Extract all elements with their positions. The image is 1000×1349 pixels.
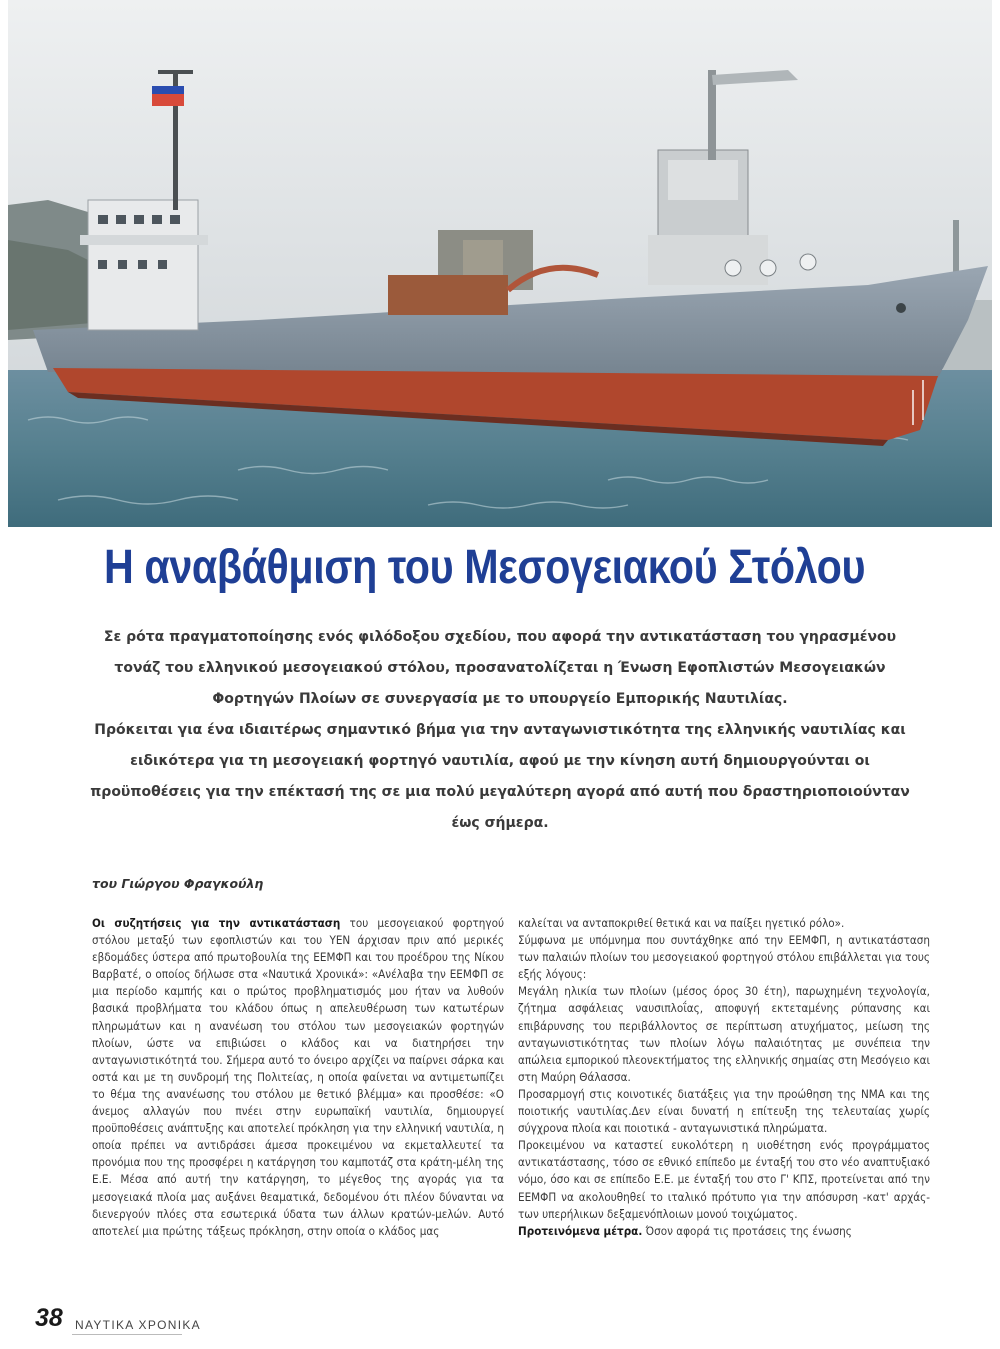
byline: του Γιώργου Φραγκούλη [92, 876, 264, 891]
page-number: 38 [35, 1304, 63, 1332]
lead-paragraph-1: Σε ρότα πραγματοποίησης ενός φιλόδοξου σχεδίου, που αφορά την αντικατάσταση του γηρασμένου τονάζ του ελληνικού μεσογειακού στόλου, προσανατολίζεται η Ένωση Εφοπλιστών Μεσογειακών Φορτηγών Πλοίων σε συνεργασία με το υπουργείο Εμπορικής Ναυτιλίας. [103, 629, 897, 707]
body-paragraph [518, 1223, 930, 1240]
body-paragraph: καλείται να ανταποκριθεί θετικά και να παίξει ηγετικό ρόλο». [518, 916, 845, 930]
body-paragraph: Μεγάλη ηλικία των πλοίων (μέσος όρος 30 έτη), παρωχημένη τεχνολογία, ζήτημα ασφάλειας ναυσιπλοΐας, αποφυγή εκτεταμένης ρύπανσης και επιβάρυνσης του περιβάλλοντος σε περίπτωση ατυχήματος, μείωση της ανταγωνιστικότητας των πλοίων λόγω παλαιότητας με συνέπεια την απώλεια εμπορικού πλεονεκτήματος της ελληνικής σημαίας στη Μεσόγειο και στη Μαύρη Θάλασσα. [518, 984, 930, 1084]
body-text: του μεσογειακού φορτηγού στόλου μεταξύ των εφοπλιστών και του ΥΕΝ άρχισαν πριν από μερικές εβδομάδες ύστερα από πρωτοβουλία της ΕΕΜΦΠ και του προέδρου της Νίκου Βαρβατέ, ο οποίος δήλωσε στα «Ναυτικά Χρονικά»: «Ανέλαβα την ΕΕΜΦΠ σε μια περίοδο καμπής και ο πρώτος προβληματισμός μου ήταν να λυθούν βασικά προβλήματα του κλάδου όπως η απελευθέρωση των κατωτέρων πληρωμάτων και η ανανέωση του στόλου των μεσογειακών φορτηγών πλοίων, ώστε να επιβιώσει ο κλάδος και να διατηρήσει την ανταγωνιστικότητά του. Σήμερα αυτό το όνειρο αρχίζει να παίρνει σάρκα και οστά και με τη συνδρομή της Πολιτείας, η οποία φαίνεται να αντιμετωπίζει το θέμα της ανανέωσης του στόλου με θετικό βλέμμα» και προσθέσε: «Ο άνεμος αλλαγών που πνέει στην ευρωπαϊκή ναυτιλία, δημιουργεί προϋποθέσεις ανάπτυξης και αποτελεί πρόκληση για την ελληνική ναυτιλία, η οποία πρέπει να αντιδράσει άμεσα προκειμένου να εκμεταλλευτεί τα προνόμια που της προσφέρει η κατάργηση του καμποτάζ στα κράτη-μέλη της Ε.Ε. Μέσα από αυτή την κατάργηση, το μέγεθος της αγοράς για τα μεσογειακά πλοία μας αυξάνει θεαματικά, δεδομένου ότι πλέον δύνανται να διενεργούν πλόες στα εσωτερικά ύδατα των άλλων κρατών-μελών. Αυτό αποτελεί μια πρώτης τάξεως πρόκληση, στην οποία ο κλάδος μας [92, 916, 504, 1238]
run-in-heading: Οι συζητήσεις για την αντικατάσταση [92, 916, 341, 930]
ship-photo [8, 0, 992, 527]
body-paragraph: Σύμφωνα με υπόμνημα που συντάχθηκε από την ΕΕΜΦΠ, η αντικατάσταση των παλαιών πλοίων του μεσογειακού φορτηγού στόλου επιβάλλεται για τους εξής λόγους: [518, 933, 930, 982]
lead-paragraph-2: Πρόκειται για ένα ιδιαιτέρως σημαντικό βήμα για την ανταγωνιστικότητα της ελληνικής ναυτιλίας και ειδικότερα για τη μεσογειακή φορτηγό ναυτιλία, αφού με την κίνηση αυτή δημιουργούνται οι προϋποθέσεις για την επέκτασή της σε μια πολύ μεγαλύτερη αγορά από αυτή που δραστηριοποιούνταν έως σήμερα. [90, 722, 910, 831]
body-text: Όσον αφορά τις προτάσεις της ένωσης [642, 1223, 852, 1238]
magazine-name: ΝΑΥΤΙΚΑ ΧΡΟΝΙΚΑ [75, 1318, 201, 1332]
lead-paragraph [80, 622, 920, 839]
body-column-right [518, 915, 930, 1240]
body-paragraph [92, 915, 504, 1240]
body-column-left [92, 915, 504, 1240]
body-paragraph: Προσαρμογή στις κοινοτικές διατάξεις για την προώθηση της ΝΜΑ και της ποιοτικής ναυτιλίας.Δεν είναι δυνατή η επίτευξη της τελευταίας χωρίς σύγχρονα πλοία και ποιοτικά - ανταγωνιστικά πληρώματα. [518, 1086, 930, 1136]
article-title: Η αναβάθμιση του Μεσογειακού Στόλου [104, 541, 866, 594]
cargo-ship-illustration [8, 0, 992, 527]
folio-rule [72, 1334, 182, 1335]
body-paragraph: Προκειμένου να καταστεί ευκολότερη η υιοθέτηση ενός προγράμματος αντικατάστασης, τόσο σε εθνικό επίπεδο με ένταξή του στο νέο αναπτυξιακό νόμο, όσο και σε επίπεδο Ε.Ε. με ένταξή του στο Γ' ΚΠΣ, προτείνεται από την ΕΕΜΦΠ να ακολουθηθεί το ιταλικό πρότυπο για την απόσυρση -κατ' αρχάς- των υπερήλικων δεξαμενόπλοιων μονού τοιχώματος. [518, 1138, 930, 1221]
run-in-heading: Προτεινόμενα μέτρα. [518, 1223, 643, 1238]
